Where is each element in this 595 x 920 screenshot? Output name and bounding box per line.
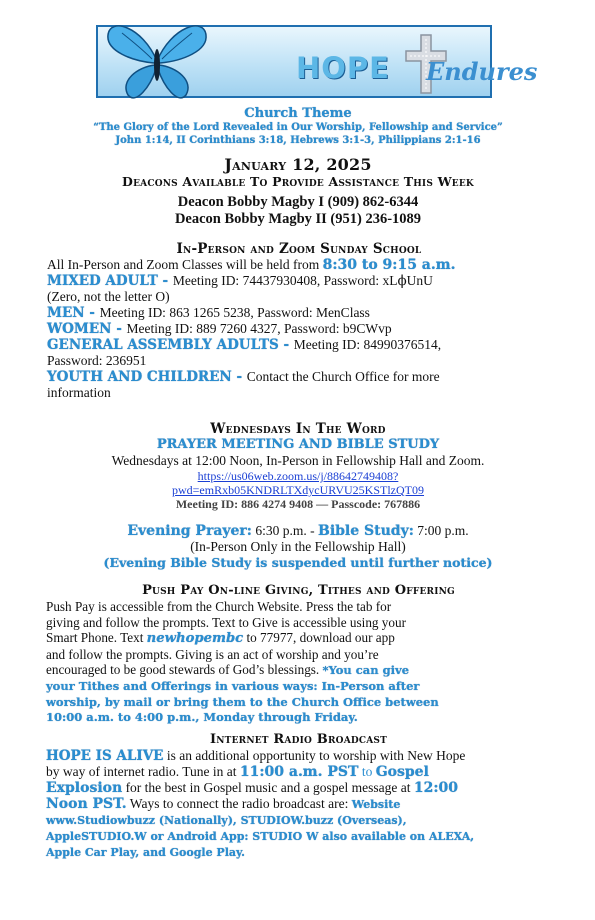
radio-line-7: Apple Car Play, and Google Play. bbox=[46, 846, 245, 859]
giving-line-3a: Smart Phone. Text bbox=[46, 630, 147, 646]
deacons-heading: Deacons Available To Provide Assistance This Week bbox=[122, 174, 474, 189]
bulletin-date: January 12, 2025 bbox=[224, 155, 372, 174]
giving-keyword: newhopembc bbox=[146, 631, 244, 647]
giving-heading: Push Pay On-line Giving, Tithes and Offering bbox=[142, 583, 455, 598]
radio-time-2b: Noon PST. bbox=[46, 796, 127, 812]
wednesday-subheading: PRAYER MEETING AND BIBLE STUDY bbox=[156, 437, 440, 452]
zoom-link-line-2[interactable]: pwd=emRxb05KNDRLTXdycURVU25KSTlzQT09 bbox=[171, 483, 425, 497]
giving-line-4: and follow the prompts. Giving is an act of worship and you’re bbox=[46, 646, 379, 662]
banner-endures-text: Endures bbox=[426, 57, 538, 86]
radio-website-label: Website bbox=[351, 798, 401, 811]
radio-time-2a: 12:00 bbox=[413, 780, 459, 796]
radio-time-1: 11:00 a.m. PST bbox=[239, 764, 359, 780]
giving-line-7: worship, by mail or bring them to the Church Office between bbox=[46, 694, 439, 709]
mixed-adult-password-end: UnU bbox=[406, 273, 433, 288]
evening-prayer-label: Evening Prayer: bbox=[127, 523, 252, 539]
butterfly-icon bbox=[102, 21, 212, 103]
zoom-link-line-1[interactable]: https://us06web.zoom.us/j/88642749408? bbox=[197, 469, 399, 483]
youth-children-label: YOUTH AND CHILDREN - bbox=[47, 369, 247, 385]
radio-explosion: Explosion bbox=[46, 780, 123, 796]
radio-heading: Internet Radio Broadcast bbox=[209, 732, 388, 747]
wednesday-section bbox=[46, 421, 550, 511]
radio-line-6: AppleSTUDIO.W or Android App: STUDIO W also available on ALEXA, bbox=[46, 830, 475, 843]
banner-hope-text: HOPE bbox=[296, 51, 390, 85]
evening-note: (In-Person Only in the Fellowship Hall) bbox=[190, 539, 406, 554]
mixed-adult-text: Meeting ID: 74437930408, Password: xL bbox=[172, 273, 398, 288]
giving-line-5a: encouraged to be good stewards of God’s blessings. bbox=[46, 662, 323, 678]
general-assembly-password: Password: 236951 bbox=[47, 353, 147, 368]
radio-line-4: Ways to connect the radio broadcast are: bbox=[126, 796, 352, 811]
wednesday-heading: Wednesdays In The Word bbox=[210, 421, 386, 437]
mixed-adult-label: MIXED ADULT - bbox=[47, 273, 173, 289]
radio-line-1: is an additional opportunity to worship with New Hope bbox=[163, 748, 466, 763]
women-text: Meeting ID: 889 7260 4327, Password: b9CWvp bbox=[126, 321, 392, 336]
radio-to: to bbox=[358, 764, 376, 779]
general-assembly-label: GENERAL ASSEMBLY ADULTS - bbox=[47, 337, 294, 353]
giving-line-5b: *You can give bbox=[322, 663, 410, 678]
date-deacons-section bbox=[46, 156, 550, 228]
church-theme-heading: Church Theme bbox=[244, 106, 352, 121]
youth-children-text-2: information bbox=[47, 385, 111, 400]
youth-children-text: Contact the Church Office for more bbox=[246, 369, 440, 384]
deacon-name-1: Deacon Bobby Magby I (909) 862-6344 bbox=[177, 194, 419, 210]
hope-is-alive-label: HOPE IS ALIVE bbox=[46, 748, 164, 764]
wednesday-text: Wednesdays at 12:00 Noon, In-Person in Fellowship Hall and Zoom. bbox=[111, 453, 485, 468]
women-label: WOMEN - bbox=[47, 321, 127, 337]
sunday-school-time: 8:30 to 9:15 a.m. bbox=[322, 257, 456, 273]
sunday-school-section bbox=[47, 241, 551, 401]
evening-suspended-note: (Evening Bible Study is suspended until further notice) bbox=[103, 555, 493, 570]
deacon-name-2: Deacon Bobby Magby II (951) 236-1089 bbox=[174, 211, 422, 227]
giving-section bbox=[46, 583, 551, 726]
giving-line-3b: to 77977, download our app bbox=[243, 630, 395, 646]
church-theme-verses: John 1:14, II Corinthians 3:18, Hebrews 3:1-3, Philippians 2:1-16 bbox=[115, 135, 481, 146]
hope-endures-banner bbox=[96, 25, 538, 98]
church-theme-quote: “The Glory of the Lord Revealed in Our Worship, Fellowship and Service” bbox=[93, 122, 503, 133]
mixed-adult-note: (Zero, not the letter O) bbox=[47, 289, 170, 304]
radio-line-3: for the best in Gospel music and a gospel message at bbox=[122, 780, 414, 795]
bible-study-time: 7:00 p.m. bbox=[413, 523, 469, 538]
giving-line-2: giving and follow the prompts. Text to Give is accessible using your bbox=[46, 614, 406, 630]
radio-section bbox=[46, 732, 551, 861]
general-assembly-text: Meeting ID: 84990376514, bbox=[293, 337, 442, 352]
sunday-school-intro: All In-Person and Zoom Classes will be held from bbox=[47, 257, 323, 272]
wednesday-meeting-id: Meeting ID: 886 4274 9408 — Passcode: 767886 bbox=[175, 497, 421, 511]
evening-prayer-time: 6:30 p.m. - bbox=[251, 523, 318, 538]
giving-line-6: your Tithes and Offerings in various ways: In-Person after bbox=[46, 678, 420, 693]
giving-line-1: Push Pay is accessible from the Church Website. Press the tab for bbox=[46, 599, 392, 614]
radio-gospel: Gospel bbox=[375, 764, 429, 780]
men-text: Meeting ID: 863 1265 5238, Password: MenClass bbox=[99, 305, 370, 320]
evening-section bbox=[46, 523, 550, 571]
men-label: MEN - bbox=[47, 305, 100, 321]
radio-line-5: www.Studiowbuzz (Nationally), STUDIOW.buzz (Overseas), bbox=[46, 814, 407, 827]
phi-symbol-icon: ϕ bbox=[397, 273, 407, 289]
radio-line-2a: by way of internet radio. Tune in at bbox=[46, 764, 240, 779]
giving-line-8: 10:00 a.m. to 4:00 p.m., Monday through Friday. bbox=[46, 710, 358, 725]
bible-study-label: Bible Study: bbox=[317, 523, 414, 539]
church-theme-section bbox=[46, 106, 550, 147]
sunday-school-heading: In-Person and Zoom Sunday School bbox=[176, 241, 422, 257]
